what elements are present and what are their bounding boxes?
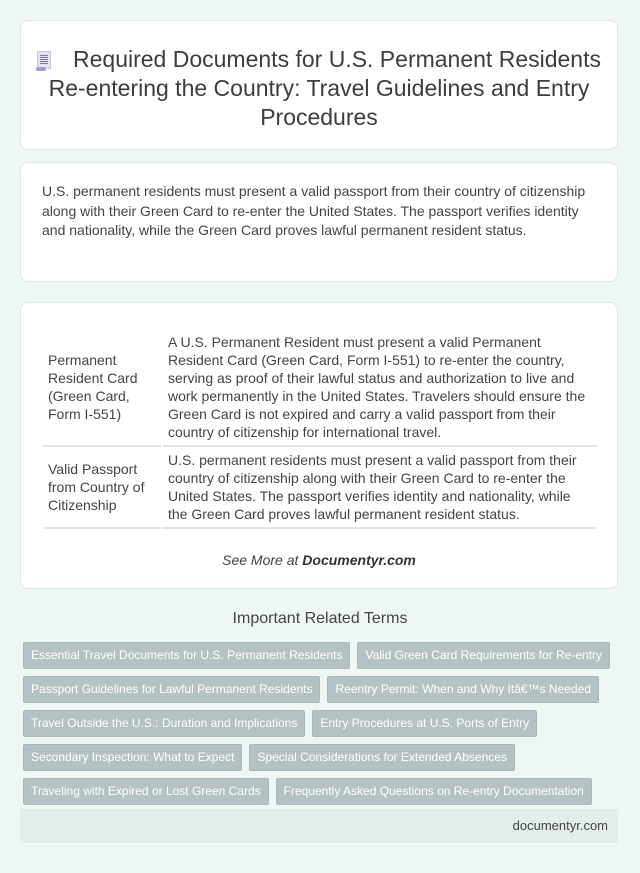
documents-card (20, 302, 618, 589)
footer (20, 809, 618, 843)
related-term-tag[interactable]: Secondary Inspection: What to Expect (23, 744, 242, 771)
title-card (20, 20, 618, 150)
related-term-tag[interactable]: Special Considerations for Extended Absences (249, 744, 515, 771)
see-more-site[interactable]: Documentyr.com (302, 552, 416, 568)
see-more-link[interactable] (21, 552, 617, 568)
table-row (43, 329, 597, 447)
related-term-tag[interactable]: Traveling with Expired or Lost Green Cards (23, 778, 269, 805)
footer-site[interactable]: documentyr.com (512, 818, 608, 833)
document-term: Permanent Resident Card (Green Card, Form I-551) (43, 329, 161, 447)
documents-table (41, 329, 599, 529)
related-term-tag[interactable]: Passport Guidelines for Lawful Permanent Residents (23, 676, 320, 703)
related-term-tag[interactable]: Entry Procedures at U.S. Ports of Entry (312, 710, 537, 737)
document-description: A U.S. Permanent Resident must present a valid Permanent Resident Card (Green Card, Form I-551) to re-enter the country, serving as proof of their lawful status and authorization to live and work permanently in the United States. Travelers should ensure the Green Card is not expired and carry a valid passport from their country of citizenship for international travel. (163, 329, 597, 447)
see-more-prefix: See More at (222, 552, 303, 568)
document-description: U.S. permanent residents must present a valid passport from their country of citizenship along with their Green Card to re-enter the United States. The passport verifies identity and nationality, while the Green Card proves lawful permanent resident status. (163, 447, 597, 529)
document-icon (37, 51, 51, 69)
related-terms-list (23, 642, 613, 805)
summary-card (20, 162, 618, 282)
document-term: Valid Passport from Country of Citizenship (43, 447, 161, 529)
related-term-tag[interactable]: Reentry Permit: When and Why Itâ€™s Needed (327, 676, 598, 703)
page-title-text: Required Documents for U.S. Permanent Residents Re-entering the Country: Travel Guidelines and Entry Procedures (48, 46, 601, 130)
related-term-tag[interactable]: Essential Travel Documents for U.S. Permanent Residents (23, 642, 350, 669)
related-term-tag[interactable]: Valid Green Card Requirements for Re-entry (357, 642, 610, 669)
page-title (31, 45, 607, 132)
summary-text: U.S. permanent residents must present a valid passport from their country of citizenship along with their Green Card to re-enter the United States. The passport verifies identity and nationality, while the Green Card proves lawful permanent resident status. (42, 183, 586, 238)
table-row (43, 447, 597, 529)
related-term-tag[interactable]: Frequently Asked Questions on Re-entry Documentation (276, 778, 592, 805)
related-term-tag[interactable]: Travel Outside the U.S.: Duration and Implications (23, 710, 305, 737)
related-terms-title: Important Related Terms (232, 610, 408, 627)
